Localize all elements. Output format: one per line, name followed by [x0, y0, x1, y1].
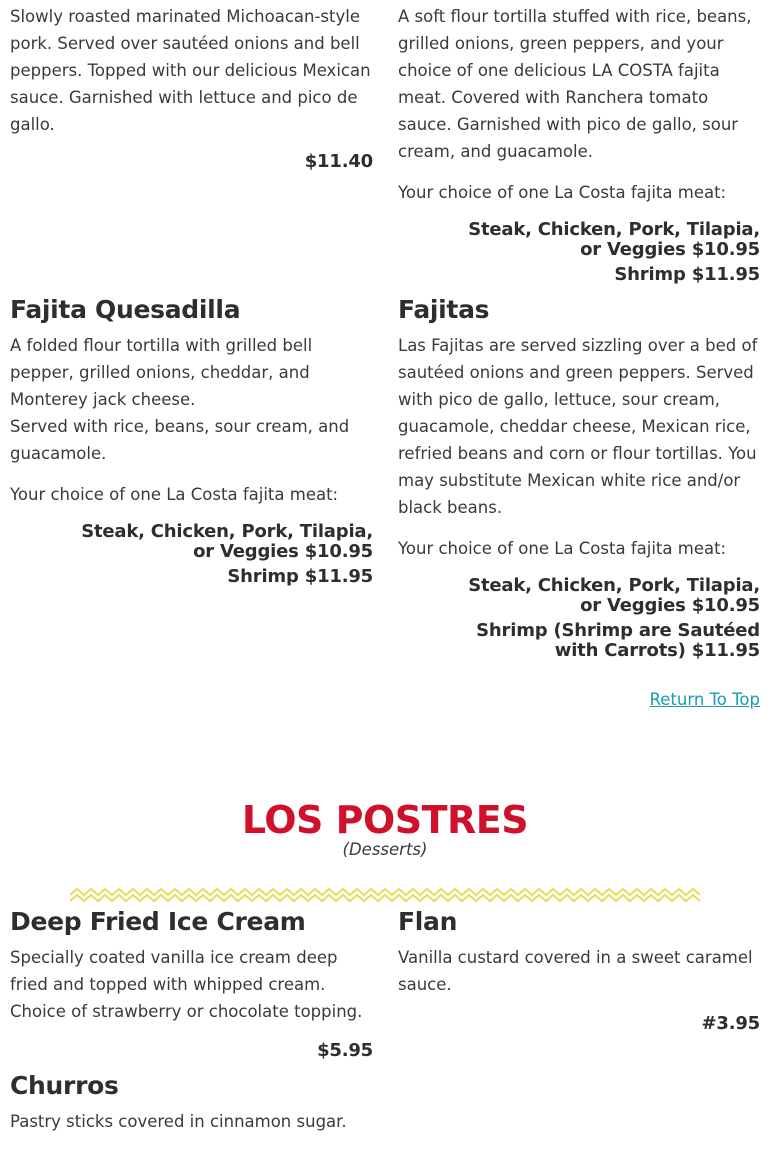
item-price-shrimp: Shrimp (Shrimp are Sautéed with Carrots) $11.95	[476, 620, 760, 661]
menu-item-churros	[10, 1071, 373, 1135]
item-description: Pastry sticks covered in cinnamon sugar.	[10, 1112, 347, 1131]
menu-item-deep-fried-ice-cream	[10, 907, 373, 1061]
menu-item-fajitas	[398, 295, 760, 661]
item-description: Slowly roasted marinated Michoacan-style pork. Served over sautéed onions and bell peppers. Topped with our delicious Mexican sauce. Garnished with lettuce and pico de gallo.	[10, 7, 371, 134]
section-subtitle: (Desserts)	[342, 840, 428, 859]
item-description-served: Served with rice, beans, sour cream, and guacamole.	[10, 417, 350, 463]
item-description: Specially coated vanilla ice cream deep fried and topped with whipped cream. Choice of strawberry or chocolate topping.	[10, 948, 363, 1021]
item-title: Fajita Quesadilla	[10, 295, 241, 324]
item-price: $5.95	[317, 1040, 373, 1061]
section-title: LOS POSTRES	[241, 798, 529, 842]
menu-item-flan	[398, 907, 760, 1034]
item-description: Vanilla custard covered in a sweet caramel sauce.	[398, 948, 753, 994]
item-description: Las Fajitas are served sizzling over a bed of sautéed onions and green peppers. Served with pico de gallo, lettuce, sour cream, guacamole, cheddar cheese, Mexican rice, refried beans and corn or flour tortillas. You may substitute Mexican white rice and/or black beans.	[398, 336, 758, 517]
zigzag-divider	[70, 886, 700, 904]
item-description: A soft flour tortilla stuffed with rice, beans, grilled onions, green peppers, and your choice of one delicious LA COSTA fajita meat. Covered with Ranchera tomato sauce. Garnished with pico de gallo, sour cream, and guacamole.	[398, 7, 752, 161]
item-choice-text: Your choice of one La Costa fajita meat:	[398, 539, 727, 558]
item-price: #3.95	[701, 1013, 760, 1034]
item-price-shrimp: Shrimp $11.95	[227, 566, 373, 587]
item-title: Flan	[398, 907, 458, 936]
item-choice-text: Your choice of one La Costa fajita meat:	[10, 485, 339, 504]
menu-item-carnitas	[10, 3, 373, 172]
item-price-shrimp: Shrimp $11.95	[614, 264, 760, 285]
item-description: A folded flour tortilla with grilled bell pepper, grilled onions, cheddar, and Monterey jack cheese.	[10, 336, 313, 409]
item-title: Deep Fried Ice Cream	[10, 907, 306, 936]
item-price-primary: Steak, Chicken, Pork, Tilapia, or Veggies $10.95	[468, 575, 760, 616]
item-title: Churros	[10, 1071, 119, 1100]
return-to-top-link[interactable]: Return To Top	[649, 690, 760, 709]
section-header-postres	[0, 798, 770, 859]
menu-item-burrito	[398, 3, 760, 285]
menu-item-fajita-quesadilla	[10, 295, 373, 587]
item-price-primary: Steak, Chicken, Pork, Tilapia, or Veggies $10.95	[468, 219, 760, 260]
item-title: Fajitas	[398, 295, 490, 324]
item-price-primary: Steak, Chicken, Pork, Tilapia, or Veggies $10.95	[81, 521, 373, 562]
item-price: $11.40	[304, 151, 373, 172]
item-choice-text: Your choice of one La Costa fajita meat:	[398, 183, 727, 202]
